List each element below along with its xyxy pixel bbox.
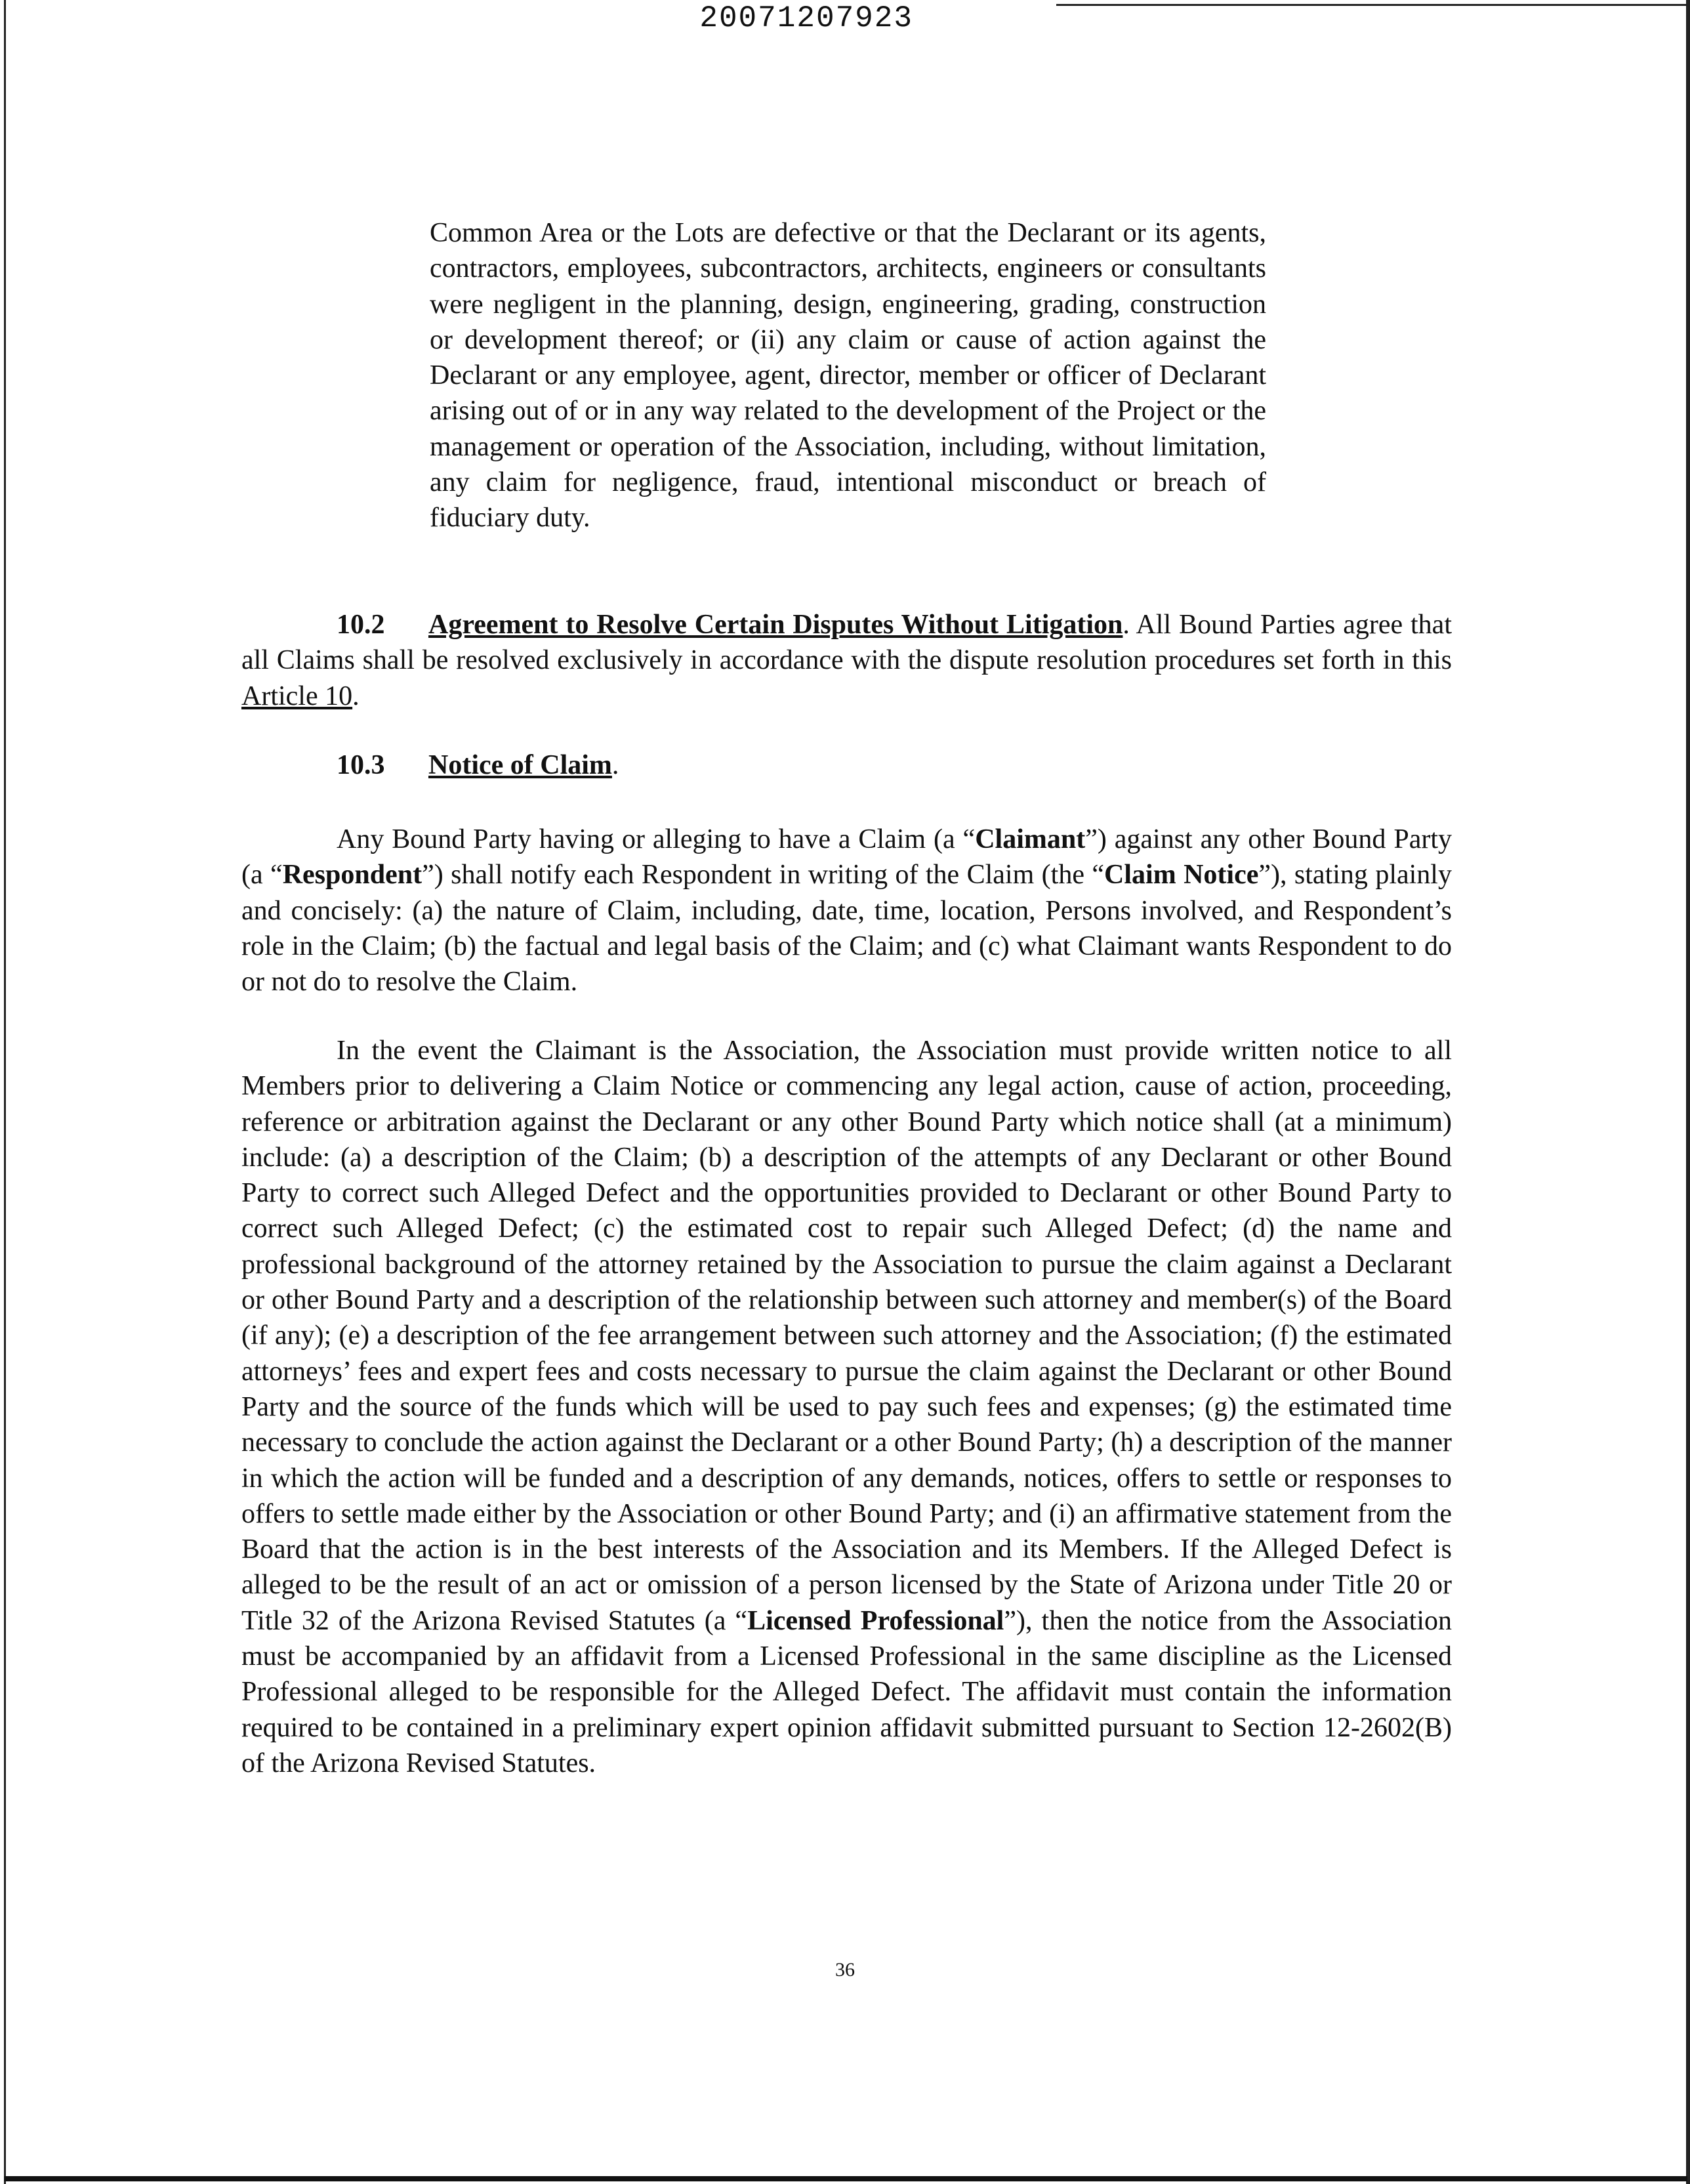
section-title: Agreement to Resolve Certain Disputes Without Litigation	[428, 610, 1123, 640]
text-segment: ”) against any other Bound Party (a “	[241, 824, 1452, 891]
section-title-end: .	[1123, 610, 1130, 640]
text-segment: Any Bound Party having or alleging to have a Claim (a “	[337, 824, 976, 854]
scan-left-border	[4, 0, 6, 2184]
scan-top-rule	[1056, 4, 1690, 6]
section-text-end: .	[352, 681, 360, 711]
scan-right-border	[1686, 0, 1690, 2184]
section-title-end: .	[611, 750, 619, 780]
scan-bottom-border	[4, 2176, 1687, 2181]
section-title: Notice of Claim	[428, 750, 612, 780]
article-reference: Article 10	[241, 681, 353, 711]
paragraph-claimant	[241, 822, 1452, 999]
document-number: 20071207923	[699, 1, 913, 35]
section-text: All Bound Parties agree that all Claims shall be resolved exclusively in accordance with the dispute resolution procedures set forth in this	[241, 610, 1452, 676]
text-segment: In the event the Claimant is the Association, the Association must provide written notice to all Members prior to delivering a Claim Notice or commencing any legal action, cause of action, proceeding, reference or arbitration against the Declarant or any other Bound Party which notice shall (at a minimum) include: (a) a description of the Claim; (b) a description of the attempts of any Declarant or other Bound Party to correct such Alleged Defect and the opportunities provided to Declarant or other Bound Party to correct such Alleged Defect; (c) the estimated cost to repair such Alleged Defect; (d) the name and professional background of the attorney retained by the Association to pursue the claim against a Declarant or other Bound Party and a description of the relationship between such attorney and member(s) of the Board (if any); (e) a description of the fee arrangement between such attorney and the Association; (f) the estimated attorneys’ fees and expert fees and costs necessary to pursue the claim against the Declarant or other Bound Party and the source of the funds which will be used to pay such fees and expenses; (g) the estimated time necessary to conclude the action against the Declarant or a other Bound Party; (h) a description of the manner in which the action will be funded and a description of any demands, notices, offers to settle or responses to offers to settle made either by the Association or other Bound Party; and (i) an affirmative statement from the Board that the action is in the best interests of the Association and its Members. If the Alleged Defect is alleged to be the result of an act or omission of a person licensed by the State of Arizona under Title 20 or Title 32 of the Arizona Revised Statutes (a “	[241, 1036, 1452, 1636]
page-number: 36	[835, 1959, 855, 1981]
text-segment: ”), then the notice from the Association must be accompanied by an affidavit from a Licensed Professional in the same discipline as the Licensed Professional alleged to be responsible for the Alleged Defect. The affidavit must contain the information required to be contained in a preliminary expert opinion affidavit submitted pursuant to Section 12-2602(B) of the Arizona Revised Statutes.	[241, 1605, 1452, 1778]
intro-paragraph: Common Area or the Lots are defective or that the Declarant or its agents, contractors, employees, subcontractors, architects, engineers or consultants were negligent in the planning, design, engineering, grading, construction or development thereof; or (ii) any claim or cause of action against the Declarant or any employee, agent, director, member or officer of Declarant arising out of or in any way related to the development of the Project or the management or operation of the Association, including, without limitation, any claim for negligence, fraud, intentional misconduct or breach of fiduciary duty.	[430, 218, 1266, 534]
section-10-3	[241, 747, 1452, 783]
paragraph-association-notice	[241, 1033, 1452, 1781]
defined-term: Respondent	[282, 860, 422, 891]
section-number: 10.2	[337, 610, 385, 640]
defined-term: Licensed Professional	[747, 1605, 1004, 1636]
defined-term: Claimant	[975, 824, 1086, 854]
defined-term: Claim Notice	[1104, 860, 1259, 891]
section-10-2	[241, 607, 1452, 714]
section-number: 10.3	[337, 750, 385, 780]
text-segment: ”), stating plainly and concisely: (a) the nature of Claim, including, date, time, location, Persons involved, and Respondent’s role in the Claim; (b) the factual and legal basis of the Claim; and (c) what Claimant wants Respondent to do or not do to resolve the Claim.	[241, 860, 1452, 998]
text-segment: ”) shall notify each Respondent in writing of the Claim (the “	[422, 860, 1105, 891]
